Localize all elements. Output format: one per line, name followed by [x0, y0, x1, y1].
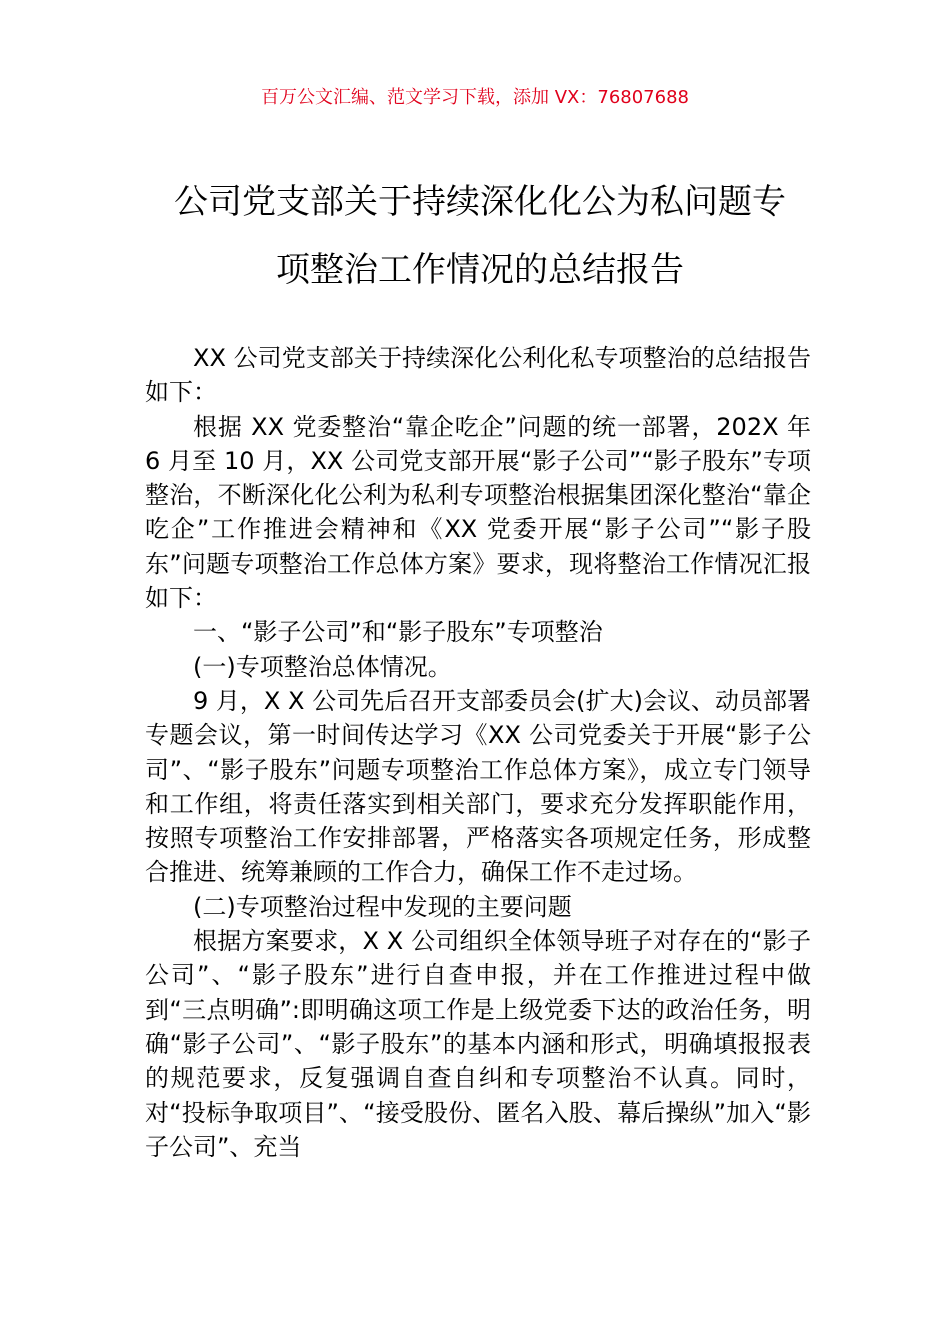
watermark-text: 百万公文汇编、范文学习下载，添加 VX：76807688 [261, 87, 689, 108]
document-title-line-1: 公司党支部关于持续深化化公为私问题专 [174, 182, 786, 222]
document-title-line-2: 项整治工作情况的总结报告 [276, 250, 684, 290]
subsection-heading-2: (二)专项整治过程中发现的主要问题 [193, 892, 572, 921]
paragraph-overall-situation: 9 月，X X 公司先后召开支部委员会(扩大)会议、动员部署专题会议，第一时间传达学习《XX 公司党委关于开展“影子公司”、“影子股东”问题专项整治工作总体方案》，成立专门领导和工作组，将责任落实到相关部门，要求充分发挥职能作用，按照专项整治工作安排部署，严格落实各项规定任务，形成整合推进、统筹兼顾的工作合力，确保工作不走过场。 [145, 686, 811, 887]
subsection-heading-1: (一)专项整治总体情况。 [193, 652, 452, 681]
paragraph-background: 根据 XX 党委整治“靠企吃企”问题的统一部署，202X 年 6 月至 10 月，XX 公司党支部开展“影子公司”“影子股东”专项整治，不断深化化公利为私利专项整治根据集团深化整治“靠企吃企”工作推进会精神和《XX 党委开展“影子公司”“影子股东”问题专项整治工作总体方案》要求，现将整治工作情况汇报如下： [145, 412, 811, 613]
paragraph-intro: XX 公司党支部关于持续深化公利化私专项整治的总结报告如下： [145, 344, 811, 407]
document-body [145, 341, 811, 1164]
paragraph-main-problems: 根据方案要求，X X 公司组织全体领导班子对存在的“影子公司”、“影子股东”进行自查申报，并在工作推进过程中做到“三点明确”:即明确这项工作是上级党委下达的政治任务，明确“影子公司”、“影子股东”的基本内涵和形式，明确填报报表的规范要求，反复强调自查自纠和专项整治不认真。同时，对“投标争取项目”、“接受股份、匿名入股、幕后操纵”加入“影子公司”、充当 [145, 927, 811, 1161]
section-heading-1: 一、“影子公司”和“影子股东”专项整治 [193, 618, 603, 647]
